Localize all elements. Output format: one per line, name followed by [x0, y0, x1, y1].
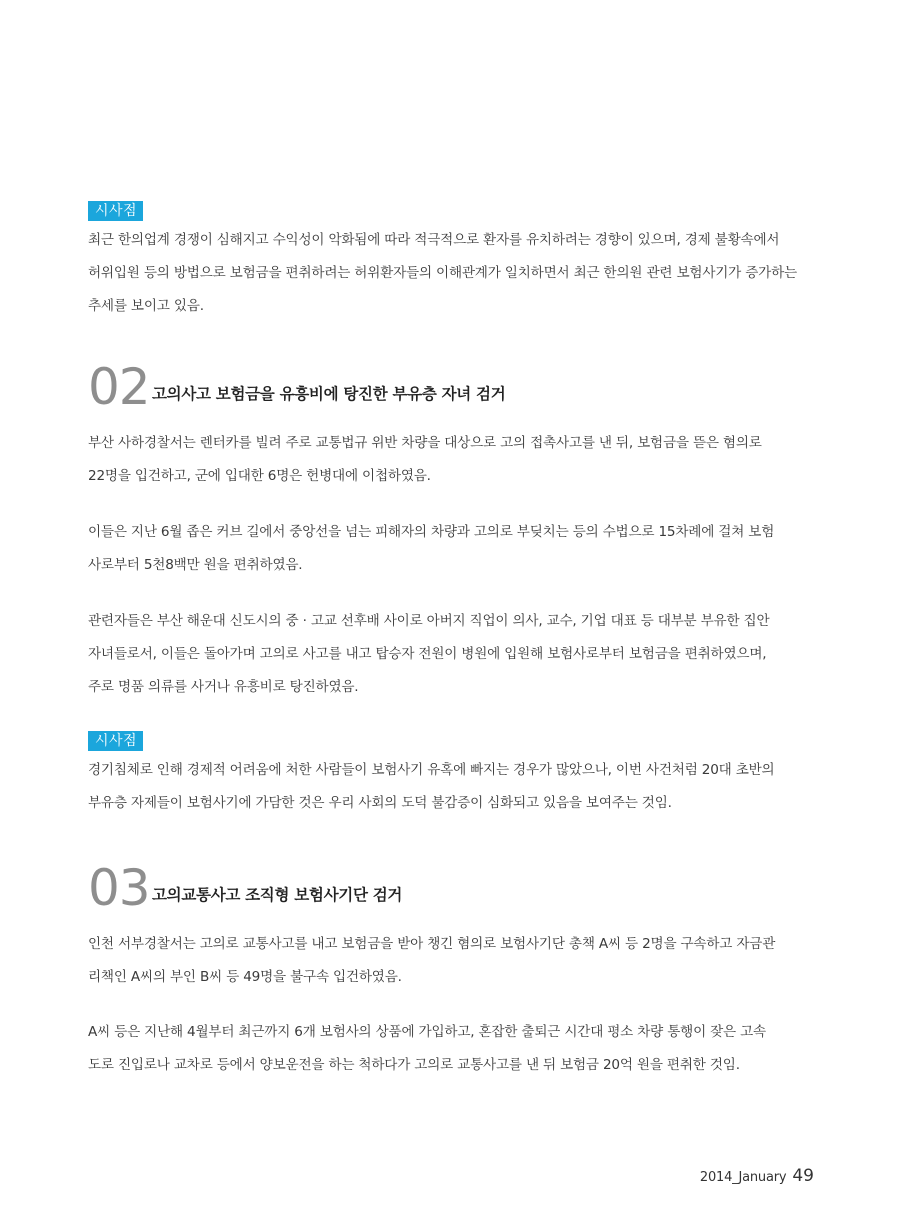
text-line: 사로부터 5천8백만 원을 편취하였음.	[88, 557, 303, 573]
text-line: 리책인 A씨의 부인 B씨 등 49명을 불구속 입건하였음.	[88, 969, 402, 985]
implication-text	[88, 754, 814, 820]
text-line: 부산 사하경찰서는 렌터카를 빌려 주로 교통법규 위반 차량을 대상으로 고의 접촉사고를 낸 뒤, 보험금을 뜯은 혐의로	[88, 435, 762, 451]
text-line: 최근 한의업계 경쟁이 심해지고 수익성이 악화됨에 따라 적극적으로 환자를 유치하려는 경향이 있으며, 경제 불황속에서	[88, 232, 780, 248]
text-line: 이들은 지난 6월 좁은 커브 길에서 중앙선을 넘는 피해자의 차량과 고의로 부딪치는 등의 수법으로 15차례에 걸쳐 보험	[88, 524, 775, 540]
text-line: 경기침체로 인해 경제적 어려움에 처한 사람들이 보험사기 유혹에 빠지는 경우가 많았으나, 이번 사건처럼 20대 초반의	[88, 762, 775, 778]
paragraph	[88, 928, 814, 994]
implication-text	[88, 224, 814, 323]
implication-badge: 시사점	[88, 201, 143, 221]
text-line: 허위입원 등의 방법으로 보험금을 편취하려는 허위환자들의 이해관계가 일치하면서 최근 한의원 관련 보험사기가 증가하는	[88, 265, 797, 281]
text-line: A씨 등은 지난해 4월부터 최근까지 6개 보험사의 상품에 가입하고, 혼잡한 출퇴근 시간대 평소 차량 통행이 잦은 고속	[88, 1024, 766, 1040]
text-line: 22명을 입건하고, 군에 입대한 6명은 헌병대에 이첩하였음.	[88, 468, 431, 484]
text-line: 추세를 보이고 있음.	[88, 298, 204, 314]
text-line: 부유층 자제들이 보험사기에 가담한 것은 우리 사회의 도덕 불감증이 심화되고 있음을 보여주는 것임.	[88, 795, 672, 811]
paragraph	[88, 427, 814, 493]
text-line: 자녀들로서, 이들은 돌아가며 고의로 사고를 내고 탑승자 전원이 병원에 입원해 보험사로부터 보험금을 편취하였으며,	[88, 646, 767, 662]
text-line: 도로 진입로나 교차로 등에서 양보운전을 하는 척하다가 고의로 교통사고를 낸 뒤 보험금 20억 원을 편취한 것임.	[88, 1057, 740, 1073]
text-line: 관련자들은 부산 해운대 신도시의 중 · 고교 선후배 사이로 아버지 직업이 의사, 교수, 기업 대표 등 대부분 부유한 집안	[88, 613, 770, 629]
paragraph	[88, 605, 814, 704]
issue-label: 2014_January	[699, 1170, 787, 1185]
page-footer	[700, 1166, 814, 1186]
paragraph	[88, 516, 814, 582]
paragraph	[88, 1016, 814, 1082]
section-number: 02	[88, 358, 150, 416]
text-line: 인천 서부경찰서는 고의로 교통사고를 내고 보험금을 받아 챙긴 혐의로 보험사기단 총책 A씨 등 2명을 구속하고 자금관	[88, 936, 776, 952]
section-number: 03	[88, 859, 150, 917]
implication-badge: 시사점	[88, 731, 143, 751]
text-line: 주로 명품 의류를 사거나 유흥비로 탕진하였음.	[88, 679, 359, 695]
section-title: 고의교통사고 조직형 보험사기단 검거	[152, 886, 403, 904]
page-number: 49	[792, 1166, 814, 1186]
section-title: 고의사고 보험금을 유흥비에 탕진한 부유층 자녀 검거	[152, 385, 506, 403]
